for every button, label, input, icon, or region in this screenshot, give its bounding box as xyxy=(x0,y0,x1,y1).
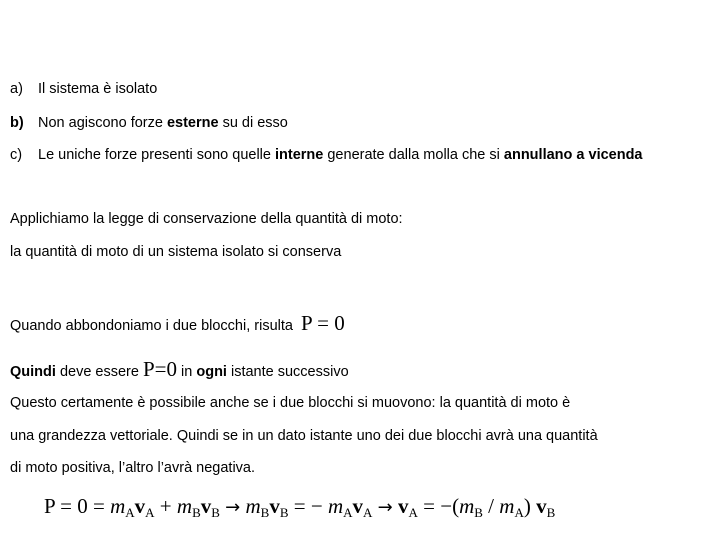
eq-sub: A xyxy=(343,505,353,520)
list-label: b) xyxy=(10,115,24,131)
always-word: Quindi xyxy=(10,364,56,380)
emphasis-text: annullano a vicenda xyxy=(503,147,643,163)
momentum-equation xyxy=(44,494,555,521)
arrow-icon: → xyxy=(225,497,241,518)
always-word: ogni xyxy=(196,364,227,380)
list-item-a xyxy=(10,80,157,98)
eq-m: m xyxy=(327,494,344,518)
always-text: deve essere xyxy=(55,364,143,380)
eq-plus: + xyxy=(154,494,177,518)
paragraph-line: Questo certamente è possibile anche se i due blocchi si muovono: la quantità di moto è xyxy=(10,395,571,411)
eq-sub: B xyxy=(211,505,220,520)
list-text: su di esso xyxy=(218,115,288,131)
eq-sub: A xyxy=(408,505,418,520)
eq-equals: = −( xyxy=(417,494,460,518)
eq-sub: B xyxy=(474,505,483,520)
list-text: Le uniche forze presenti sono quelle xyxy=(38,147,275,163)
eq-v: v xyxy=(536,494,547,518)
always-line xyxy=(10,357,349,381)
eq-sub: A xyxy=(363,505,373,520)
eq-m: m xyxy=(459,494,475,518)
eq-v: v xyxy=(200,494,212,518)
always-text: in xyxy=(177,364,197,380)
list-text: generate dalla molla che si xyxy=(323,147,504,163)
eq-sub: A xyxy=(145,505,155,520)
eq-equals: = − xyxy=(288,494,328,518)
eq-close: ) xyxy=(523,494,537,518)
eq-v: v xyxy=(269,494,280,518)
eq-slash: / xyxy=(482,494,500,518)
release-text: Quando abbondoniamo i due blocchi, risulta xyxy=(10,318,293,334)
paragraph-line: una grandezza vettoriale. Quindi se in un dato istante uno dei due blocchi avrà una quantità xyxy=(10,428,598,444)
eq-m: m xyxy=(245,494,261,518)
release-formula: P = 0 xyxy=(300,311,345,335)
eq-m: m xyxy=(499,494,515,518)
eq-sub: A xyxy=(514,505,524,520)
eq-v: v xyxy=(134,494,146,518)
emphasis-text: interne xyxy=(275,147,324,163)
eq-sub: B xyxy=(279,505,289,520)
list-label: c) xyxy=(10,147,23,163)
eq-m: m xyxy=(176,494,193,518)
list-label: a) xyxy=(10,81,23,97)
paragraph-line: di moto positiva, l’altro l’avrà negativa. xyxy=(10,460,256,476)
eq-v: v xyxy=(352,494,364,518)
eq-sub: A xyxy=(125,505,135,520)
eq-sub: B xyxy=(546,505,556,520)
eq-v: v xyxy=(398,494,409,518)
list-item-c xyxy=(10,146,643,164)
eq-m: m xyxy=(110,494,126,518)
arrow-icon: → xyxy=(377,497,393,518)
release-line xyxy=(10,311,345,335)
list-text: Non agiscono forze xyxy=(38,115,167,131)
always-formula: P=0 xyxy=(142,357,178,381)
eq-sub: B xyxy=(260,505,270,520)
intro-text: Applichiamo la legge di conservazione della quantità di moto: xyxy=(10,211,403,227)
eq-p: P = 0 = xyxy=(44,494,111,518)
eq-sub: B xyxy=(192,505,201,520)
law-text: la quantità di moto di un sistema isolato si conserva xyxy=(10,244,342,260)
always-text: istante successivo xyxy=(226,364,349,380)
emphasis-text: esterne xyxy=(166,115,219,131)
list-item-b xyxy=(10,114,288,132)
list-text: Il sistema è isolato xyxy=(38,81,158,97)
